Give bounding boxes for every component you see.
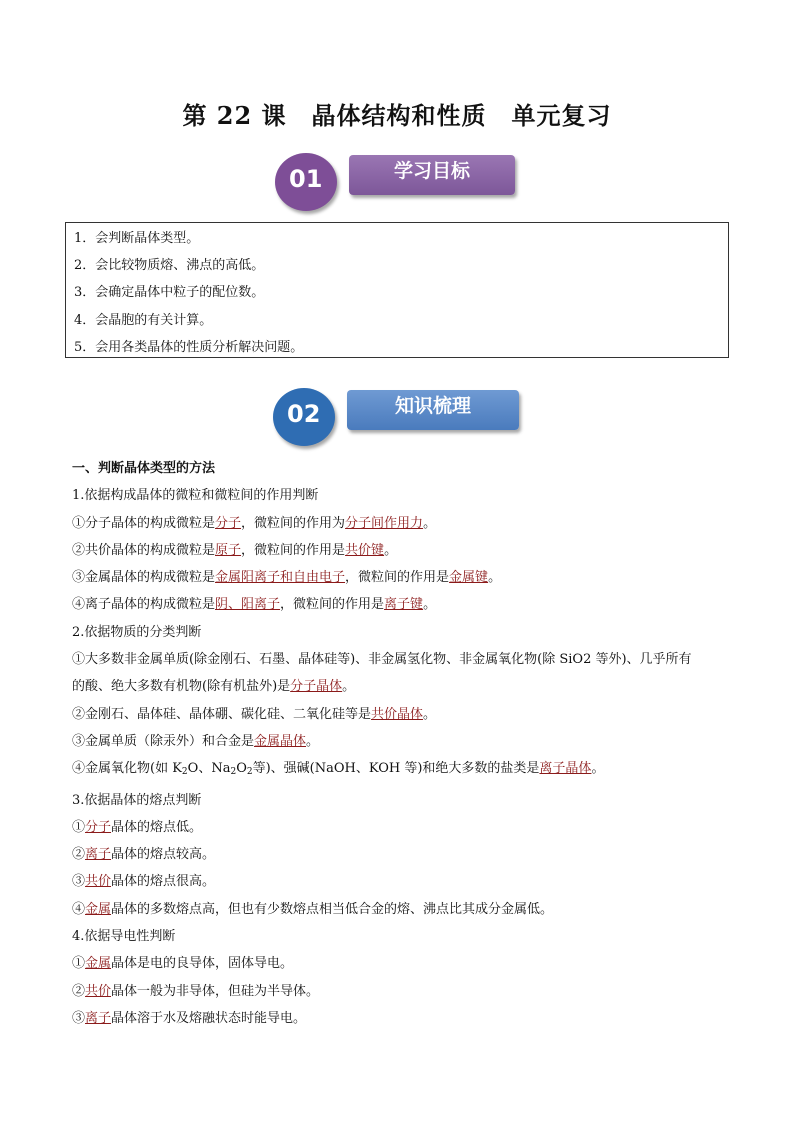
text-line	[72, 728, 732, 755]
goal-item: 4．会晶胞的有关计算。	[74, 312, 213, 328]
text: ②金刚石、晶体硅、晶体硼、碳化硅、二氧化硅等是	[72, 706, 372, 722]
section-heading: 一、判断晶体类型的方法	[72, 461, 216, 476]
text: 。	[423, 706, 437, 722]
text-line	[72, 978, 732, 1005]
badge-number-circle	[273, 388, 335, 446]
answer-fill: 金属	[85, 901, 112, 917]
text: ④	[72, 901, 86, 917]
page-title: 第 22 课 晶体结构和性质 单元复习	[182, 101, 612, 130]
text: 晶体是电的良导体，固体导电。	[111, 956, 294, 972]
text-line	[72, 537, 732, 564]
answer-fill: 离子	[85, 1010, 112, 1026]
subscript: 2	[181, 767, 188, 778]
text: 晶体的熔点较高。	[111, 847, 216, 863]
goal-item: 1．会判断晶体类型。	[74, 231, 200, 246]
text: ②	[72, 983, 86, 999]
text: ③	[72, 874, 86, 890]
badge-label: 学习目标	[393, 160, 470, 182]
sub-heading: 2.依据物质的分类判断	[72, 624, 202, 640]
text: ，微粒间的作用是	[280, 597, 385, 613]
text-line	[72, 814, 732, 841]
goal-item: 5．会用各类晶体的性质分析解决问题。	[74, 339, 304, 355]
text: 晶体一般为非导体，但硅为半导体。	[111, 983, 320, 999]
answer-fill: 共价	[85, 983, 112, 999]
text-line	[72, 673, 732, 700]
text-line	[72, 868, 732, 895]
text: ④离子晶体的构成微粒是	[72, 597, 216, 613]
badge-label-bar	[347, 390, 519, 430]
answer-fill: 离子键	[384, 597, 424, 613]
subscript: 2	[230, 767, 237, 778]
badge-number: 01	[289, 165, 323, 193]
answer-fill: 金属	[85, 956, 112, 972]
text: ①分子晶体的构成微粒是	[72, 515, 216, 531]
text-line: ①大多数非金属单质(除金刚石、石墨、晶体硅等)、非金属氢化物、非金属氧化物(除 SiO2 等外)、几乎所有	[72, 652, 692, 668]
text-line	[72, 510, 732, 537]
text: O	[236, 761, 247, 777]
text: 。	[342, 679, 356, 695]
text: 的酸、绝大多数有机物(除有机盐外)是	[72, 679, 291, 695]
text-line	[72, 896, 732, 923]
text: ，微粒间的作用是	[345, 570, 450, 586]
badge-number-circle	[275, 153, 337, 211]
text: ，微粒间的作用为	[241, 515, 346, 531]
badge-label-bar	[349, 155, 515, 195]
text-line	[72, 701, 732, 728]
badge-label: 知识梳理	[394, 395, 471, 417]
text: 。	[423, 597, 437, 613]
text: 晶体溶于水及熔融状态时能导电。	[111, 1010, 307, 1026]
text: ②	[72, 847, 86, 863]
text-line	[72, 841, 732, 868]
text: 。	[423, 515, 437, 531]
answer-fill: 共价	[85, 874, 112, 890]
text: 等)、强碱(NaOH、KOH 等)和绝大多数的盐类是	[252, 761, 540, 777]
goal-item: 3．会确定晶体中粒子的配位数。	[74, 285, 265, 301]
text: ①	[72, 956, 86, 972]
text: 。	[488, 570, 502, 586]
answer-fill: 共价键	[345, 542, 385, 558]
answer-fill: 金属键	[449, 570, 489, 586]
text: ③金属单质（除汞外）和合金是	[72, 733, 255, 749]
text: 晶体的熔点低。	[111, 819, 203, 835]
text: 。	[591, 761, 605, 777]
text: O、Na	[187, 761, 231, 777]
answer-fill: 分子晶体	[290, 679, 343, 695]
badge-number: 02	[287, 400, 321, 428]
text: ①	[72, 819, 86, 835]
learning-goals-box	[65, 222, 729, 358]
text: 晶体的熔点很高。	[111, 874, 216, 890]
text: 。	[384, 542, 398, 558]
text: ③金属晶体的构成微粒是	[72, 570, 216, 586]
answer-fill: 离子	[85, 847, 112, 863]
text: 晶体的多数熔点高，但也有少数熔点相当低合金的熔、沸点比其成分金属低。	[111, 901, 554, 917]
answer-fill: 共价晶体	[371, 706, 424, 722]
goal-item: 2．会比较物质熔、沸点的高低。	[74, 258, 265, 274]
sub-heading: 4.依据导电性判断	[72, 929, 176, 945]
text-line	[72, 755, 732, 786]
text-line	[72, 950, 732, 977]
text: 。	[306, 733, 320, 749]
text: ，微粒间的作用是	[241, 542, 346, 558]
text: ③	[72, 1010, 86, 1026]
answer-fill: 阴、阳离子	[215, 597, 281, 613]
knowledge-content	[72, 455, 732, 1032]
sub-heading: 3.依据晶体的熔点判断	[72, 792, 202, 808]
answer-fill: 离子晶体	[539, 761, 592, 777]
answer-fill: 原子	[215, 542, 242, 558]
text-line	[72, 564, 732, 591]
text: ②共价晶体的构成微粒是	[72, 542, 216, 558]
sub-heading: 1.依据构成晶体的微粒和微粒间的作用判断	[72, 488, 319, 504]
text: ④金属氧化物(如 K	[72, 761, 182, 777]
answer-fill: 金属阳离子和自由电子	[215, 570, 346, 586]
answer-fill: 分子间作用力	[345, 515, 424, 531]
answer-fill: 分子	[85, 819, 112, 835]
text-line	[72, 591, 732, 618]
answer-fill: 金属晶体	[254, 733, 307, 749]
text-line	[72, 1005, 732, 1032]
subscript: 2	[246, 767, 253, 778]
answer-fill: 分子	[215, 515, 242, 531]
